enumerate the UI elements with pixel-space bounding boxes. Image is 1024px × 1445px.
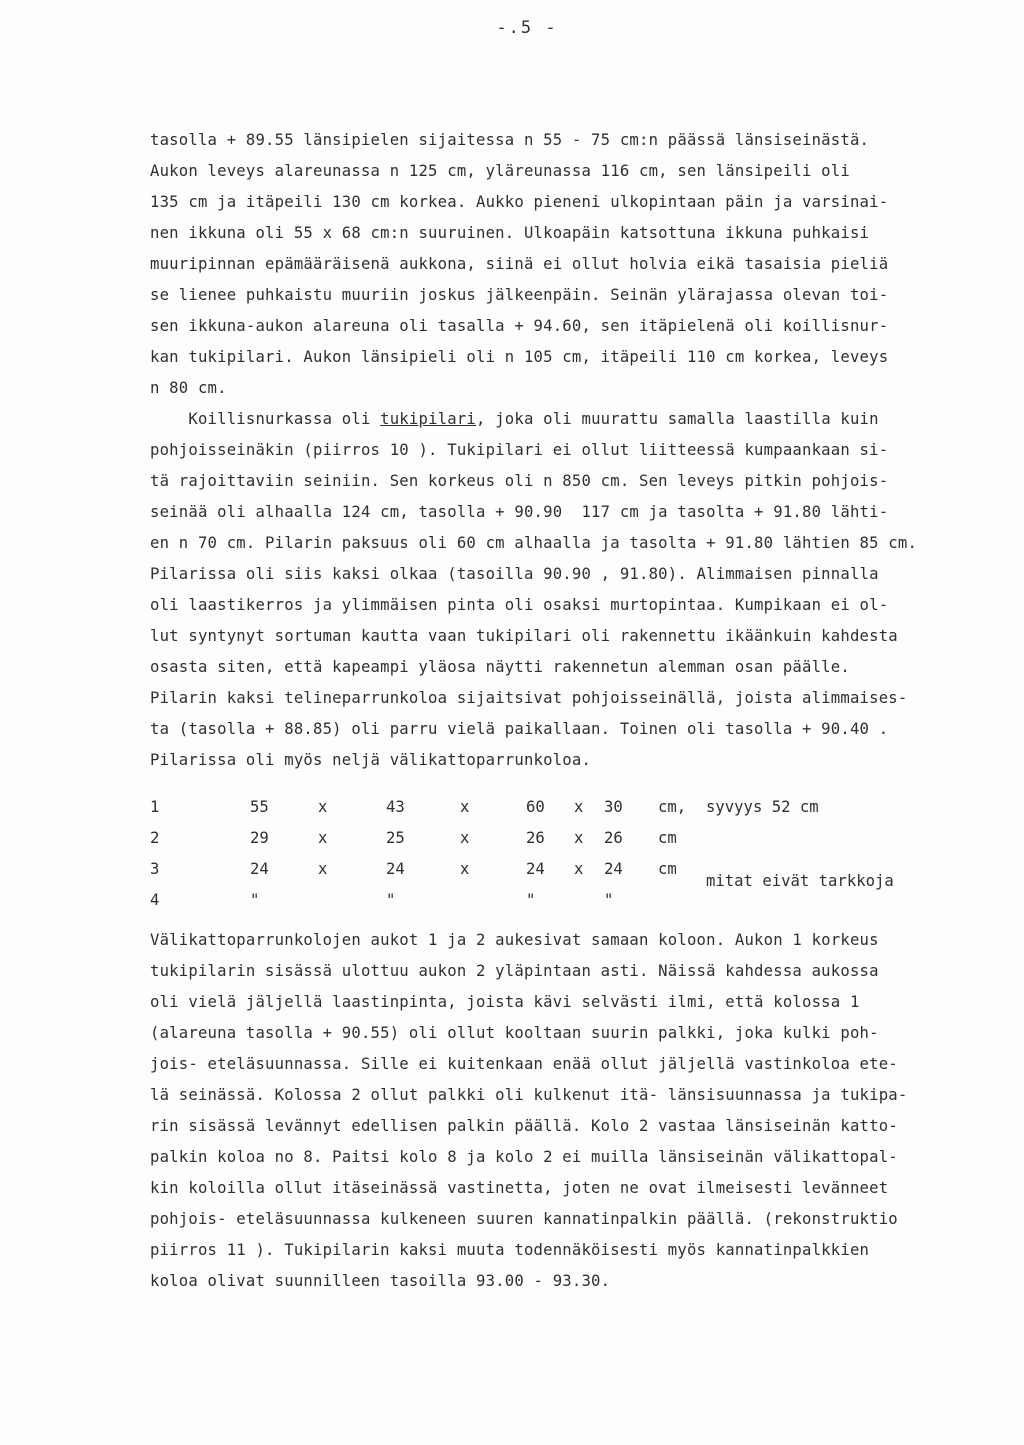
text-line: koloa olivat suunnilleen tasoilla 93.00 - 93.30. [150, 1272, 611, 1290]
measure-value: 24 [526, 860, 545, 878]
text-line: Pilarissa oli myös neljä välikattoparrunkoloa. [150, 751, 592, 769]
text-line: ta (tasolla + 88.85) oli parru vielä paikallaan. Toinen oli tasolla + 90.40 . [150, 720, 889, 738]
text-line: nen ikkuna oli 55 x 68 cm:n suuruinen. Ulkoapäin katsottuna ikkuna puhkaisi [150, 224, 870, 242]
text-line: Pilarissa oli siis kaksi olkaa (tasoilla 90.90 , 91.80). Alimmaisen pinnalla [150, 565, 879, 583]
text-line: kan tukipilari. Aukon länsipieli oli n 105 cm, itäpeili 110 cm korkea, leveys [150, 348, 889, 366]
text-line: oli laastikerros ja ylimmäisen pinta oli osaksi murtopintaa. Kumpikaan ei ol- [150, 596, 889, 614]
text-line: Välikattoparrunkolojen aukot 1 ja 2 aukesivat samaan koloon. Aukon 1 korkeus [150, 931, 879, 949]
text-line: pohjois- eteläsuunnassa kulkeneen suuren kannatinpalkin päällä. (rekonstruktio [150, 1210, 898, 1228]
page-number: -.5 - [496, 18, 558, 38]
beam-hole-measurements-table [150, 792, 950, 916]
text-line: lä seinässä. Kolossa 2 ollut palkki oli kulkenut itä- länsisuunnassa ja tukipa- [150, 1086, 908, 1104]
ditto-mark: " [250, 891, 260, 909]
text-line: sen ikkuna-aukon alareuna oli tasalla + 94.60, sen itäpielenä oli koillisnur- [150, 317, 889, 335]
measure-value: 24 [386, 860, 405, 878]
paragraph-support-pillar [150, 404, 1016, 776]
unit: cm [658, 860, 677, 878]
text-line: lut syntynyt sortuman kautta vaan tukipilari oli rakennettu ikäänkuin kahdesta [150, 627, 898, 645]
row-number: 4 [150, 891, 160, 909]
text-line: tukipilarin sisässä ulottuu aukon 2 yläpintaan asti. Näissä kahdessa aukossa [150, 962, 879, 980]
underlined-term: tukipilari [380, 410, 477, 428]
text-line: pohjoisseinäkin (piirros 10 ). Tukipilari ei ollut liitteessä kumpaankaan si- [150, 441, 889, 459]
text-line: osasta siten, että kapeampi yläosa näytti rakennetun alemman osan päälle. [150, 658, 850, 676]
text-line: tä rajoittaviin seiniin. Sen korkeus oli n 850 cm. Sen leveys pitkin pohjois- [150, 472, 889, 490]
measure-value: 55 [250, 798, 269, 816]
measure-value: 26 [604, 829, 623, 847]
paragraph-window-description [150, 125, 1016, 404]
unit: cm, [658, 798, 687, 816]
row-number: 1 [150, 798, 160, 816]
text-line: jois- eteläsuunnassa. Sille ei kuitenkaan enää ollut jäljellä vastinkoloa ete- [150, 1055, 898, 1073]
table-row [150, 823, 950, 854]
text-line: (alareuna tasolla + 90.55) oli ollut kooltaan suurin palkki, joka kulki poh- [150, 1024, 879, 1042]
text-line: palkin koloa no 8. Paitsi kolo 8 ja kolo 2 ei muilla länsiseinän välikattopal- [150, 1148, 898, 1166]
row-number: 3 [150, 860, 160, 878]
times-sign: x [318, 860, 328, 878]
measure-value: 25 [386, 829, 405, 847]
times-sign: x [460, 860, 470, 878]
times-sign: x [318, 829, 328, 847]
text-line: tasolla + 89.55 länsipielen sijaitessa n 55 - 75 cm:n päässä länsiseinästä. [150, 131, 870, 149]
ditto-mark: " [526, 891, 536, 909]
text-line: en n 70 cm. Pilarin paksuus oli 60 cm alhaalla ja tasolta + 91.80 lähtien 85 cm. [150, 534, 918, 552]
ditto-mark: " [386, 891, 396, 909]
times-sign: x [318, 798, 328, 816]
text-line: oli vielä jäljellä laastinpinta, joista kävi selvästi ilmi, että kolossa 1 [150, 993, 860, 1011]
measure-value: 29 [250, 829, 269, 847]
text-fragment: , joka oli muurattu samalla laastilla kuin [476, 410, 879, 428]
text-line: kin koloilla ollut itäseinässä vastinetta, joten ne ovat ilmeisesti levänneet [150, 1179, 889, 1197]
measure-value: 24 [604, 860, 623, 878]
text-line: 135 cm ja itäpeili 130 cm korkea. Aukko pieneni ulkopintaan päin ja varsinai- [150, 193, 889, 211]
times-sign: x [460, 829, 470, 847]
paragraph-beam-holes [150, 925, 1016, 1297]
text-line: seinää oli alhaalla 124 cm, tasolla + 90.90 117 cm ja tasolta + 91.80 lähti- [150, 503, 889, 521]
times-sign: x [574, 860, 584, 878]
text-line: Pilarin kaksi telineparrunkoloa sijaitsivat pohjoisseinällä, joista alimmaises- [150, 689, 908, 707]
text-line [150, 404, 1016, 435]
table-row [150, 792, 950, 823]
row-number: 2 [150, 829, 160, 847]
text-line: muuripinnan epämääräisenä aukkona, siinä ei ollut holvia eikä tasaisia pieliä [150, 255, 889, 273]
text-line: piirros 11 ). Tukipilarin kaksi muuta todennäköisesti myös kannatinpalkkien [150, 1241, 870, 1259]
times-sign: x [574, 829, 584, 847]
text-line: Aukon leveys alareunassa n 125 cm, yläreunassa 116 cm, sen länsipeili oli [150, 162, 850, 180]
ditto-mark: " [604, 891, 614, 909]
measurement-accuracy-note: mitat eivät tarkkoja [706, 872, 894, 890]
text-fragment: Koillisnurkassa oli [150, 410, 381, 428]
text-line: rin sisässä levännyt edellisen palkin päällä. Kolo 2 vastaa länsiseinän katto- [150, 1117, 898, 1135]
depth-note: syvyys 52 cm [706, 798, 819, 816]
measure-value: 30 [604, 798, 623, 816]
measure-value: 43 [386, 798, 405, 816]
times-sign: x [460, 798, 470, 816]
unit: cm [658, 829, 677, 847]
measure-value: 24 [250, 860, 269, 878]
times-sign: x [574, 798, 584, 816]
measure-value: 26 [526, 829, 545, 847]
text-line: n 80 cm. [150, 379, 227, 397]
text-line: se lienee puhkaistu muuriin joskus jälkeenpäin. Seinän ylärajassa olevan toi- [150, 286, 889, 304]
measure-value: 60 [526, 798, 545, 816]
